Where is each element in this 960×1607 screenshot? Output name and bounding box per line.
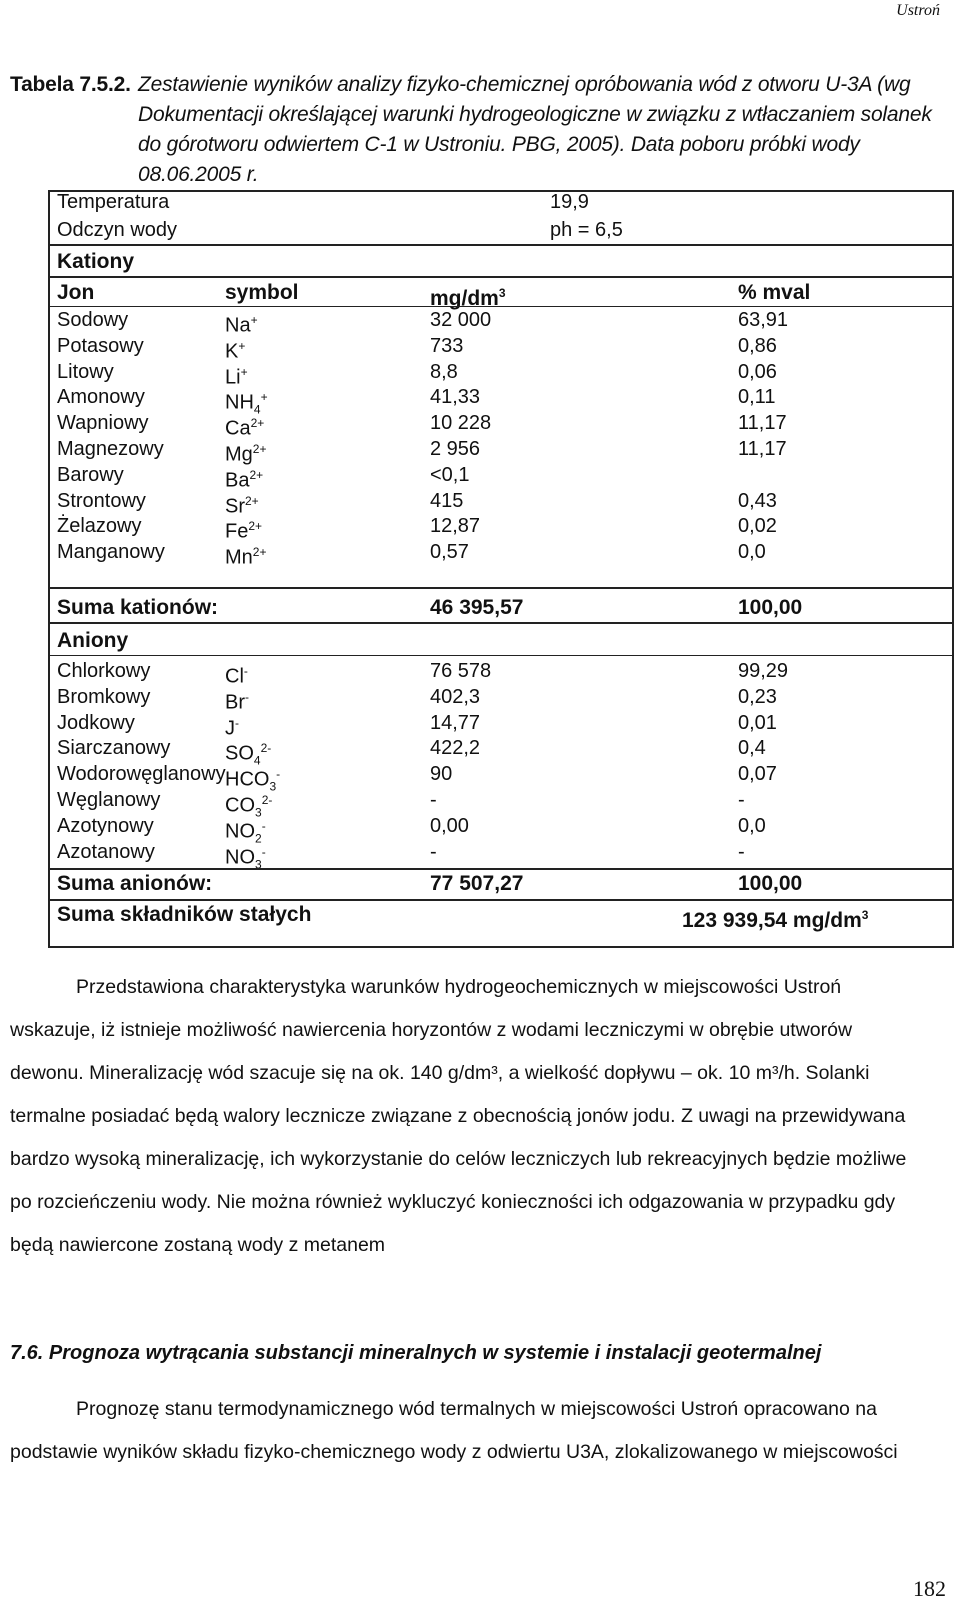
ion-symbol-base: Cl	[225, 665, 244, 688]
anion-row	[50, 710, 952, 740]
anion-row	[50, 735, 952, 769]
ion-symbol-charge: 2+	[249, 467, 264, 482]
ion-name: Węglanowy	[57, 789, 161, 811]
col-mg-sup: 3	[498, 286, 506, 300]
anions-header-row	[50, 628, 952, 654]
ion-mg: 402,3	[430, 685, 481, 708]
col-mval-header: % mval	[738, 281, 811, 304]
ion-symbol-base: CO	[225, 794, 255, 817]
ion-symbol-charge: 2+	[245, 493, 259, 508]
ion-symbol-sub: 3	[255, 805, 262, 820]
ion-mval: 63,91	[738, 309, 789, 331]
ion-symbol-base: Ba	[225, 469, 250, 492]
ion-symbol-charge: -	[243, 664, 248, 678]
ion-mval: -	[738, 789, 745, 811]
ph-label: Odczyn wody	[57, 219, 178, 241]
ion-symbol-base: SO	[225, 743, 254, 766]
solids-sum-value	[682, 902, 868, 934]
ion-symbol-sub: 4	[253, 754, 261, 769]
ion-mg: -	[430, 840, 437, 863]
anion-row	[50, 684, 952, 714]
ion-symbol	[225, 539, 266, 578]
ion-symbol-charge: -	[245, 689, 249, 704]
paragraph-1-line: Przedstawiona charakterystyka warunków hydrogeochemicznych w miejscowości Ustroń	[76, 976, 842, 998]
anions-sum-label: Suma anionów:	[57, 872, 213, 895]
ion-mg: 2 956	[430, 438, 481, 460]
ion-mval: 0,07	[738, 763, 777, 786]
ion-symbol-charge: -	[261, 818, 266, 833]
ion-mval: 0,0	[738, 541, 766, 564]
ion-mg: <0,1	[430, 463, 470, 486]
ion-name: Amonowy	[57, 386, 145, 409]
cations-sum-mval: 100,00	[738, 596, 803, 619]
divider	[50, 655, 952, 656]
ion-symbol-base: Mn	[225, 546, 253, 569]
ion-name: Potasowy	[57, 334, 144, 357]
ion-mval: 0,01	[738, 711, 777, 734]
cation-row	[50, 333, 952, 363]
ion-symbol-base: Sr	[225, 495, 245, 518]
solids-value-sup: 3	[861, 908, 869, 922]
section-heading: 7.6. Prognoza wytrącania substancji mineralnych w systemie i instalacji geotermalnej	[10, 1342, 822, 1364]
ion-name: Manganowy	[57, 541, 165, 564]
ion-mval: 11,17	[738, 438, 787, 460]
ion-name: Bromkowy	[57, 685, 151, 708]
table-caption	[10, 70, 950, 190]
page-number: 182	[913, 1576, 946, 1601]
ion-mg: 10 228	[430, 412, 492, 435]
ion-mval: -	[738, 840, 745, 863]
divider	[50, 587, 952, 589]
paragraph-1-line: dewonu. Mineralizację wód szacuje się na ok. 140 g/dm³, a wielkość dopływu – ok. 10 m³/h. Solanki	[10, 1062, 870, 1084]
ion-mg: 422,2	[430, 737, 481, 760]
ion-mg: 0,00	[430, 814, 469, 837]
ion-mval: 11,17	[738, 412, 787, 435]
solids-sum-label: Suma składników stałych	[57, 903, 312, 926]
caption-line-2: Dokumentacji określającej warunki hydrogeologiczne w związku z wtłaczaniem solanek	[138, 103, 932, 126]
ion-name: Strontowy	[57, 489, 146, 512]
header-location: Ustroń	[896, 2, 940, 19]
ion-mval: 0,06	[738, 360, 777, 383]
anions-sum-mval: 100,00	[738, 872, 803, 895]
solids-sum-row	[50, 902, 952, 932]
cations-header-row	[50, 249, 952, 275]
ion-symbol-base: Na	[225, 314, 251, 337]
ion-symbol-base: NH	[225, 392, 254, 415]
cation-row	[50, 359, 952, 389]
ion-symbol-base: NO	[225, 820, 255, 843]
table-number: Tabela 7.5.2.	[10, 73, 131, 96]
cation-row	[50, 436, 952, 466]
cation-row	[50, 462, 952, 492]
ion-symbol-charge: 2-	[260, 741, 272, 756]
paragraph-2	[10, 1388, 950, 1474]
ion-mg: 8,8	[430, 360, 458, 383]
ph-value: ph = 6,5	[550, 219, 623, 241]
caption-line-3: do górotworu odwiertem C-1 w Ustroniu. PBG, 2005). Data poboru próbki wody	[138, 133, 860, 156]
caption-line-4: 08.06.2005 r.	[138, 163, 259, 186]
ion-mg: 90	[430, 763, 453, 786]
ion-symbol-base: NO	[225, 846, 255, 869]
ion-mg: 14,77	[430, 711, 481, 734]
ion-symbol-charge: -	[261, 844, 266, 859]
ion-symbol-charge: -	[235, 715, 239, 730]
ion-mg: 12,87	[430, 515, 481, 538]
anion-row	[50, 839, 952, 872]
divider	[50, 868, 952, 870]
ion-symbol-charge: +	[260, 390, 268, 405]
ion-mg: 733	[430, 334, 464, 357]
analysis-table	[48, 190, 954, 948]
ion-name: Siarczanowy	[57, 737, 171, 760]
ion-name: Azotanowy	[57, 840, 155, 863]
cation-row	[50, 384, 952, 418]
anion-row	[50, 813, 952, 846]
ion-mg: 32 000	[430, 309, 492, 331]
ion-symbol-base: HCO	[225, 768, 270, 791]
paragraph-1-line: termalne posiadać będą walory lecznicze związane z obecnością jonów jodu. Z uwagi na przewidywana	[10, 1105, 906, 1127]
ion-symbol-sub: 2	[255, 831, 262, 846]
ion-mval: 0,11	[738, 386, 776, 409]
ion-mg: -	[430, 789, 437, 811]
paragraph-1-line: wskazuje, iż istnieje możliwość nawiercenia horyzontów z wodami leczniczymi w obrębie utworów	[10, 1019, 853, 1041]
ion-name: Magnezowy	[57, 438, 164, 460]
ion-symbol-base: K	[225, 340, 239, 363]
ph-row	[50, 217, 952, 243]
ion-symbol-base: Mg	[225, 443, 253, 466]
ion-mval: 0,86	[738, 334, 777, 357]
anion-row	[50, 787, 952, 820]
temperature-row	[50, 189, 952, 215]
cations-sum-row	[50, 595, 952, 621]
divider	[50, 276, 952, 278]
paragraph-1-line: bardzo wysoką mineralizację, ich wykorzystanie do celów leczniczych lub rekreacyjnych będzie możliwe	[10, 1148, 907, 1170]
ion-name: Wapniowy	[57, 412, 149, 435]
paragraph-1	[10, 966, 950, 1267]
ion-symbol-charge: 2+	[250, 416, 265, 431]
ion-symbol-charge: -	[276, 767, 281, 782]
divider	[50, 899, 952, 901]
solids-value-text: 123 939,54 mg/dm	[682, 909, 862, 932]
anion-row	[50, 658, 952, 688]
ion-symbol-base: Br	[225, 691, 245, 714]
ion-mg: 76 578	[430, 660, 492, 682]
ion-symbol-base: Li	[225, 366, 241, 389]
ion-symbol-charge: +	[240, 364, 248, 379]
ion-mval: 0,02	[738, 515, 777, 538]
column-header-row	[50, 280, 952, 310]
cation-row	[50, 488, 952, 518]
anions-sum-mg: 77 507,27	[430, 872, 524, 895]
cations-header: Kationy	[57, 250, 135, 273]
anions-sum-row	[50, 871, 952, 897]
divider	[50, 244, 952, 246]
paragraph-2-line: Prognozę stanu termodynamicznego wód termalnych w miejscowości Ustroń opracowano na	[76, 1398, 877, 1420]
ion-name: Żelazowy	[57, 515, 142, 538]
ion-name: Wodorowęglanowy	[57, 763, 226, 786]
ion-mg: 41,33	[430, 386, 481, 409]
ion-mval: 0,0	[738, 814, 766, 837]
ion-symbol-charge: +	[238, 338, 246, 353]
paragraph-1-line: będą nawiercone zostaną wody z metanem	[10, 1234, 386, 1256]
ion-symbol-base: Fe	[225, 521, 249, 544]
ion-symbol-charge: 2+	[248, 519, 263, 534]
ion-mg: 415	[430, 489, 464, 512]
anion-row	[50, 761, 952, 794]
col-ion-header: Jon	[57, 281, 95, 304]
ion-symbol-sub: 3	[255, 857, 262, 872]
col-mg-text: mg/dm	[430, 287, 499, 310]
ion-symbol-sub: 3	[269, 779, 277, 794]
paragraph-2-line: podstawie wyników składu fizyko-chemicznego wody z odwiertu U3A, zlokalizowanego w miejscowości	[10, 1441, 898, 1463]
ion-mval: 0,43	[738, 489, 777, 512]
cations-sum-label: Suma kationów:	[57, 596, 219, 619]
ion-name: Litowy	[57, 360, 114, 383]
col-symbol-header: symbol	[225, 281, 299, 304]
ion-mg: 0,57	[430, 541, 469, 564]
ion-symbol-charge: 2-	[261, 793, 273, 807]
ion-mval: 0,23	[738, 685, 777, 708]
caption-line-1: Zestawienie wyników analizy fizyko-chemicznej opróbowania wód z otworu U-3A (wg	[138, 73, 911, 96]
ion-name: Chlorkowy	[57, 660, 151, 682]
paragraph-1-line: po rozcieńczeniu wody. Nie można również wykluczyć konieczności ich odgazowania w przypadku gdy	[10, 1191, 896, 1213]
cation-row	[50, 307, 952, 337]
ion-symbol-charge: 2+	[252, 545, 267, 560]
ion-symbol-charge: 2+	[252, 442, 267, 456]
ion-symbol-sub: 4	[253, 403, 261, 418]
ion-name: Sodowy	[57, 309, 129, 331]
cation-row	[50, 539, 952, 569]
ion-symbol-charge: +	[250, 313, 258, 327]
anions-header: Aniony	[57, 629, 129, 652]
ion-name: Azotynowy	[57, 814, 154, 837]
ion-mval: 99,29	[738, 660, 789, 682]
cation-row	[50, 513, 952, 544]
divider	[50, 622, 952, 624]
ion-name: Jodkowy	[57, 711, 135, 734]
ion-symbol-base: J	[225, 717, 235, 740]
ion-name: Barowy	[57, 463, 124, 486]
ion-mval: 0,4	[738, 737, 766, 760]
ion-symbol-base: Ca	[225, 417, 251, 440]
temperature-label: Temperatura	[57, 191, 170, 213]
temperature-value: 19,9	[550, 191, 589, 213]
cations-sum-mg: 46 395,57	[430, 596, 524, 619]
cation-row	[50, 410, 952, 440]
